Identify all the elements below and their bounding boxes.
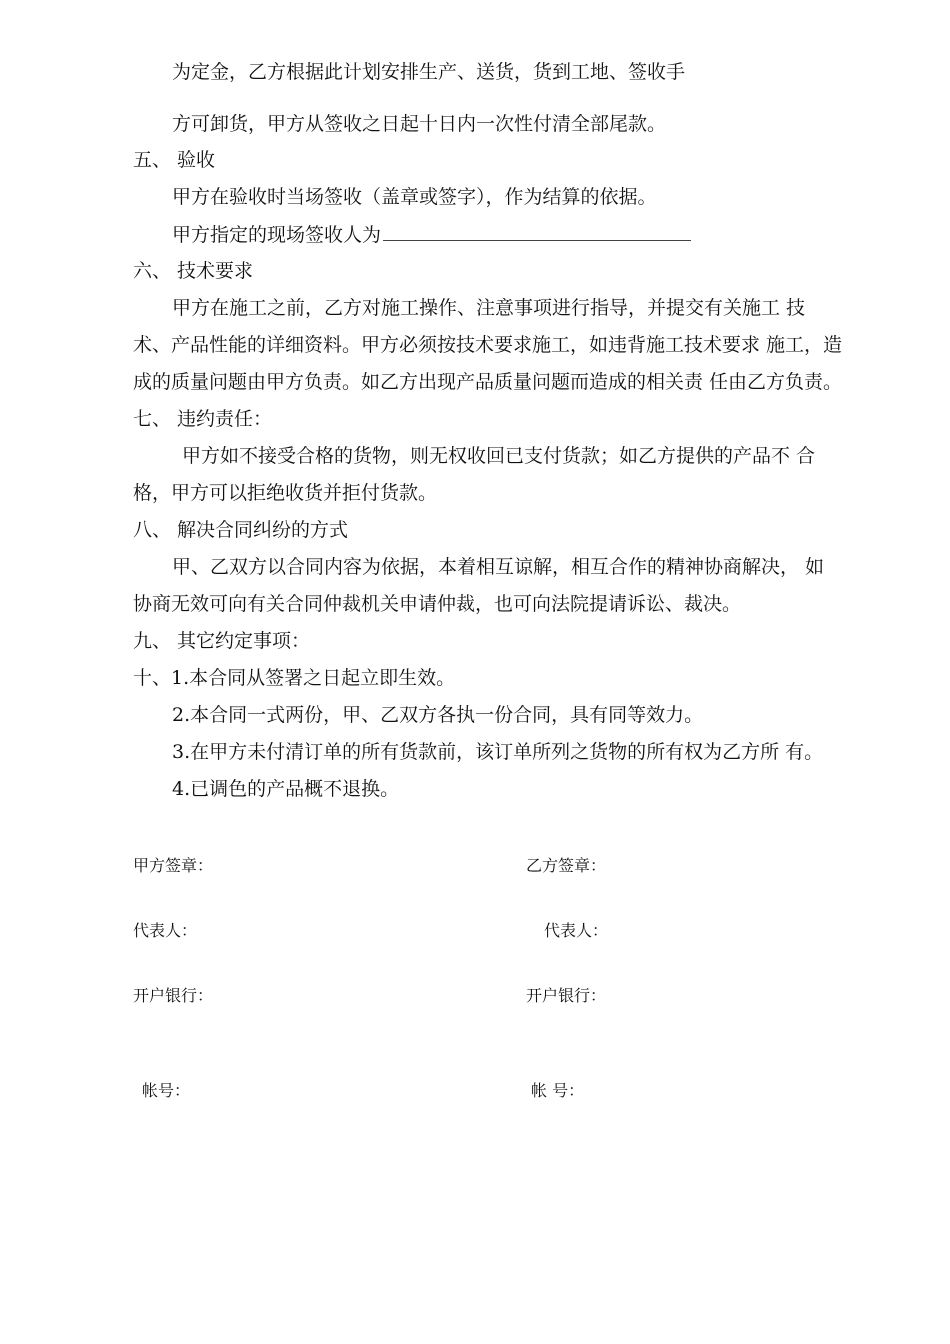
party-b-representative-label: 代表人： bbox=[544, 921, 609, 940]
section-heading-disputes: 八、 解决合同纠纷的方式 bbox=[133, 519, 349, 541]
section-heading-acceptance: 五、 验收 bbox=[133, 149, 216, 171]
paragraph-line: 格，甲方可以拒绝收货并拒付货款。 bbox=[133, 482, 438, 504]
signer-blank-line bbox=[383, 222, 691, 241]
paragraph-line: 甲、乙双方以合同内容为依据，本着相互谅解，相互合作的精神协商解决， 如 bbox=[172, 556, 825, 578]
signer-label: 甲方指定的现场签收人为 bbox=[172, 224, 382, 246]
section-heading-technical: 六、 技术要求 bbox=[133, 260, 254, 282]
signer-designation bbox=[172, 222, 691, 247]
list-item: 2.本合同一式两份，甲、乙双方各执一份合同，具有同等效力。 bbox=[172, 704, 704, 726]
paragraph-line: 协商无效可向有关合同仲裁机关申请仲裁，也可向法院提请诉讼、裁决。 bbox=[133, 593, 742, 615]
paragraph-line: 甲方在施工之前，乙方对施工操作、注意事项进行指导，并提交有关施工 技 bbox=[172, 297, 806, 319]
party-a-seal-label: 甲方签章： bbox=[133, 856, 214, 875]
paragraph-line: 术、产品性能的详细资料。甲方必须按技术要求施工，如违背施工技术要求 施工，造 bbox=[133, 334, 843, 356]
list-item: 3.在甲方未付清订单的所有货款前，该订单所列之货物的所有权为乙方所 有。 bbox=[172, 741, 824, 763]
paragraph-line: 方可卸货，甲方从签收之日起十日内一次性付清全部尾款。 bbox=[172, 113, 667, 135]
list-item: 十、1.本合同从签署之日起立即生效。 bbox=[133, 667, 456, 689]
list-item: 4.已调色的产品概不退换。 bbox=[172, 778, 400, 800]
paragraph-line: 甲方如不接受合格的货物，则无权收回已支付货款；如乙方提供的产品不 合 bbox=[182, 445, 816, 467]
paragraph-line: 甲方在验收时当场签收（盖章或签字），作为结算的依据。 bbox=[172, 186, 657, 208]
party-a-account-label: 帐号： bbox=[142, 1081, 191, 1100]
paragraph-line: 为定金，乙方根据此计划安排生产、送货，货到工地、签收手 bbox=[172, 61, 686, 83]
paragraph-line: 成的质量问题由甲方负责。如乙方出现产品质量问题而造成的相关责 任由乙方负责。 bbox=[133, 371, 843, 393]
party-b-seal-label: 乙方签章： bbox=[526, 856, 607, 875]
party-a-bank-label: 开户银行： bbox=[133, 986, 214, 1005]
party-b-bank-label: 开户银行： bbox=[526, 986, 607, 1005]
party-a-representative-label: 代表人： bbox=[133, 921, 198, 940]
section-heading-liability: 七、 违约责任： bbox=[133, 408, 273, 430]
party-b-account-label: 帐 号： bbox=[531, 1081, 585, 1100]
section-heading-other: 九、 其它约定事项： bbox=[133, 630, 311, 652]
